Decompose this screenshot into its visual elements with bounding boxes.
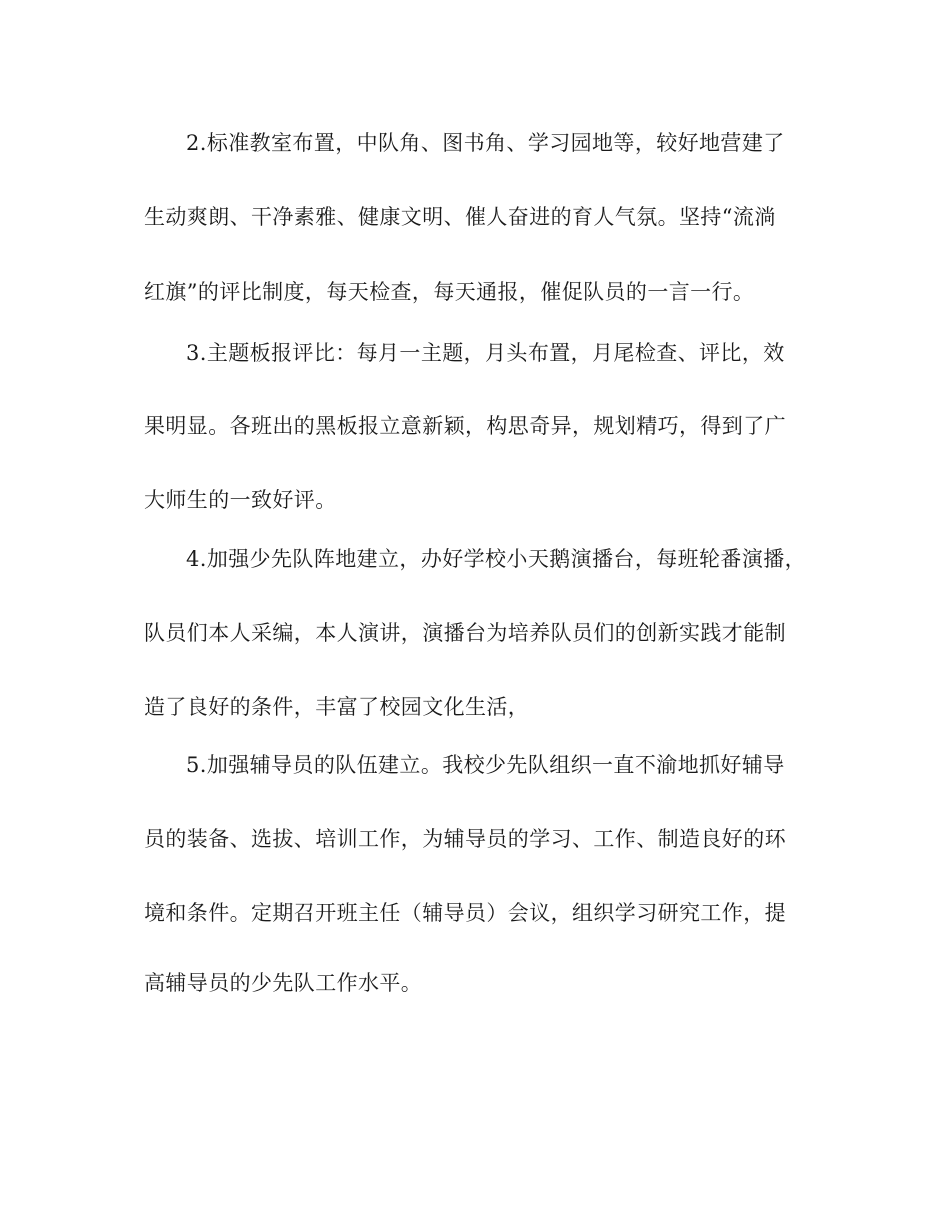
paragraph-3-line-2: 果明显。各班出的黑板报立意新颖，构思奇异，规划精巧，得到了广 (144, 414, 786, 438)
paragraph-2-line-2: 生动爽朗、干净素雅、健康文明、催人奋进的育人气氛。坚持“流淌 (144, 205, 776, 229)
paragraph-2-line-3: 红旗”的评比制度，每天检查，每天通报，催促队员的一言一行。 (144, 280, 755, 304)
paragraph-3-line-1: 3.主题板报评比：每月一主题，月头布置，月尾检查、评比，效 (186, 341, 785, 365)
paragraph-5-line-2: 员的装备、选拔、培训工作，为辅导员的学习、工作、制造良好的环 (144, 827, 786, 851)
paragraph-3-line-3: 大师生的一致好评。 (144, 488, 337, 512)
paragraph-2-line-1: 2.标准教室布置，中队角、图书角、学习园地等，较好地营建了 (186, 131, 785, 155)
paragraph-5-line-3: 境和条件。定期召开班主任（辅导员）会议，组织学习研究工作，提 (144, 901, 786, 925)
paragraph-5-line-1: 5.加强辅导员的队伍建立。我校少先队组织一直不渝地抓好辅导 (186, 753, 785, 777)
paragraph-4-line-3: 造了良好的条件，丰富了校园文化生活， (144, 695, 530, 719)
paragraph-4-line-2: 队员们本人采编，本人演讲，演播台为培养队员们的创新实践才能制 (144, 621, 786, 645)
paragraph-5-line-4: 高辅导员的少先队工作水平。 (144, 971, 423, 995)
paragraph-4-line-1: 4.加强少先队阵地建立，办好学校小天鹅演播台，每班轮番演播， (186, 547, 807, 571)
